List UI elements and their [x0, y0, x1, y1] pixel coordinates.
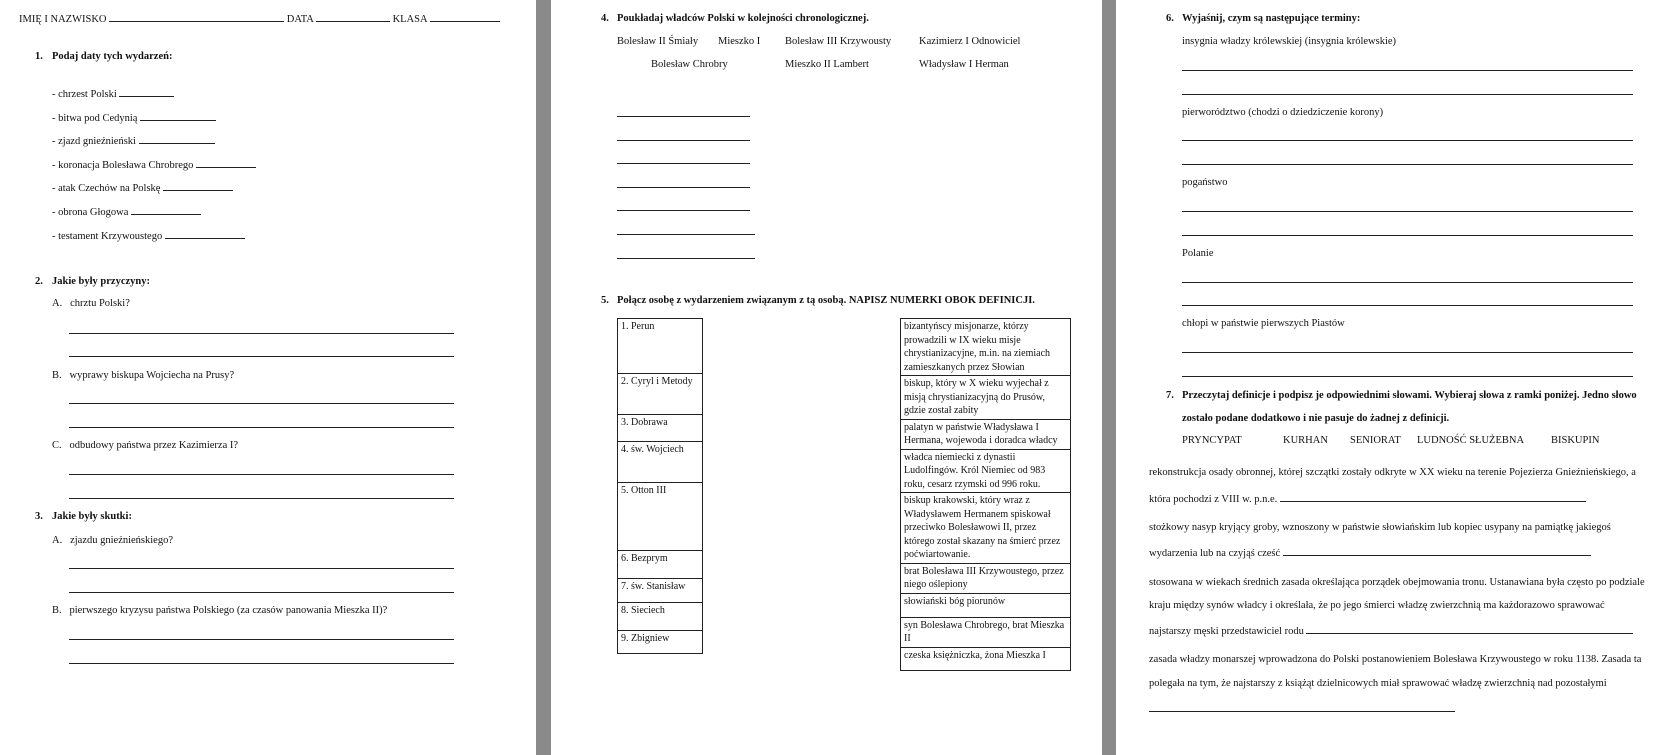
- person-cell: 8. Sieciech: [618, 603, 703, 631]
- answer-line[interactable]: [1182, 282, 1633, 283]
- ruler-name: Mieszko II Lambert: [785, 59, 869, 70]
- answer-line[interactable]: [69, 356, 454, 357]
- definition-cell[interactable]: słowiański bóg piorunów: [901, 593, 1071, 617]
- definition-text: polegała na tym, że najstarszy z książąt dzielnicowych miał sprawować władzę zwierzchnią nad pozostałymi: [1149, 678, 1607, 689]
- ruler-name: Bolesław III Krzywousty: [785, 36, 892, 47]
- order-line[interactable]: [617, 187, 750, 188]
- definition-cell[interactable]: biskup krakowski, który wraz z Władysławem Hermanem spiskował przeciwko Bolesławowi II, przez którego został skazany na śmierć przez poćwiartowanie.: [901, 493, 1071, 564]
- definition-text: która pochodzi z VIII w. p.n.e.: [1149, 492, 1586, 505]
- definitions-column: [900, 318, 1071, 671]
- q1-title: Podaj daty tych wydarzeń:: [52, 51, 173, 62]
- definition-text: stożkowy nasyp kryjący groby, wznoszony w państwie słowiańskim lub kopiec usypany na pamiątkę jakiegoś: [1149, 522, 1611, 533]
- answer-line[interactable]: [69, 474, 454, 475]
- q4-number: 4.: [601, 13, 609, 24]
- q2-sub-a: A. chrztu Polski?: [52, 298, 130, 309]
- definition-cell[interactable]: palatyn w państwie Władysława I Hermana, wojewoda i doradca władcy: [901, 419, 1071, 449]
- person-cell: 4. św. Wojciech: [618, 442, 703, 483]
- q3-number: 3.: [35, 511, 43, 522]
- answer-field[interactable]: [131, 205, 201, 215]
- name-label: IMIĘ I NAZWISKO: [19, 14, 107, 25]
- q4-title: Poukładaj władców Polski w kolejności chronologicznej.: [617, 13, 869, 24]
- q2-title: Jakie były przyczyny:: [52, 276, 150, 287]
- date-label: DATA: [286, 14, 314, 25]
- answer-line[interactable]: [69, 592, 454, 593]
- term-label: pierworództwo (chodzi o dziedziczenie korony): [1182, 107, 1384, 118]
- answer-line[interactable]: [69, 568, 454, 569]
- worksheet-page-3: [1116, 0, 1670, 755]
- word-bank-item: SENIORAT: [1350, 435, 1401, 446]
- answer-field[interactable]: [140, 111, 216, 121]
- term-label: chłopi w państwie pierwszych Piastów: [1182, 318, 1345, 329]
- answer-line[interactable]: [1182, 352, 1633, 353]
- person-cell: 6. Bezprym: [618, 551, 703, 579]
- person-cell: 5. Otton III: [618, 483, 703, 551]
- definition-text: rekonstrukcja osady obronnej, której szczątki zostały odkryte w XX wieku na terenie Pojezierza Gnieźnieńskiego, a: [1149, 467, 1636, 478]
- answer-line[interactable]: [1182, 164, 1633, 165]
- worksheet-page-2: [551, 0, 1102, 755]
- answer-field[interactable]: [139, 134, 215, 144]
- word-bank-item: KURHAN: [1283, 435, 1328, 446]
- person-cell: 1. Perun: [618, 319, 703, 374]
- q1-item: - atak Czechów na Polskę: [52, 181, 233, 194]
- order-line[interactable]: [617, 234, 755, 235]
- q5-title: Połącz osobę z wydarzeniem związanym z tą osobą. NAPISZ NUMERKI OBOK DEFINICJI.: [617, 295, 1035, 306]
- answer-line[interactable]: [69, 403, 454, 404]
- q2-number: 2.: [35, 276, 43, 287]
- ruler-name: Bolesław II Śmiały: [617, 36, 699, 47]
- q6-number: 6.: [1166, 13, 1174, 24]
- q3-title: Jakie były skutki:: [52, 511, 132, 522]
- answer-line[interactable]: [1182, 140, 1633, 141]
- term-label: Polanie: [1182, 248, 1214, 259]
- q7-title: zostało podane dodatkowo i nie pasuje do żadnej z definicji.: [1182, 413, 1450, 424]
- class-label: KLASA: [392, 14, 427, 25]
- definition-text: zasada władzy monarszej wprowadzona do Polski postanowieniem Bolesława Krzywoustego w roku 1138. Zasada ta: [1149, 654, 1642, 665]
- person-cell: 7. św. Stanisław: [618, 579, 703, 603]
- q1-number: 1.: [35, 51, 43, 62]
- definition-cell[interactable]: czeska księżniczka, żona Mieszka I: [901, 647, 1071, 670]
- answer-line[interactable]: [1182, 94, 1633, 95]
- answer-field[interactable]: [165, 229, 245, 239]
- order-line[interactable]: [617, 116, 750, 117]
- answer-field[interactable]: [1306, 624, 1633, 634]
- answer-line[interactable]: [69, 639, 454, 640]
- answer-field[interactable]: [196, 158, 256, 168]
- order-line[interactable]: [617, 258, 755, 259]
- answer-line[interactable]: [1149, 711, 1455, 712]
- worksheet-page-1: [0, 0, 536, 755]
- word-bank-item: PRYNCYPAT: [1182, 435, 1242, 446]
- word-bank-item: LUDNOŚĆ SŁUŻEBNA: [1417, 435, 1525, 446]
- definition-text: kraju między synów władcy i określała, że po jego śmierci władzę zwierzchnią ma każdorazowo sprawować: [1149, 600, 1605, 611]
- order-line[interactable]: [617, 210, 750, 211]
- q1-item: - koronacja Bolesława Chrobrego: [52, 158, 256, 171]
- definition-cell[interactable]: biskup, który w X wieku wyjechał z misją chrystianizacyjną do Prusów, gdzie został zabity: [901, 376, 1071, 420]
- q1-item: - testament Krzywoustego: [52, 229, 245, 242]
- answer-line[interactable]: [1182, 235, 1633, 236]
- q1-item: - zjazd gnieźnieński: [52, 134, 215, 147]
- term-label: pogaństwo: [1182, 177, 1228, 188]
- definition-cell[interactable]: bizantyńscy misjonarze, którzy prowadzili w IX wieku misje chrystianizacyjne, m.in. na ziemiach zamieszkanych przez Słowian: [901, 319, 1071, 376]
- q1-item: - bitwa pod Cedynią: [52, 111, 216, 124]
- ruler-name: Władysław I Herman: [919, 59, 1009, 70]
- answer-field[interactable]: [1283, 546, 1591, 556]
- definition-cell[interactable]: brat Bolesława III Krzywoustego, przez niego oślepiony: [901, 563, 1071, 593]
- person-cell: 9. Zbigniew: [618, 631, 703, 654]
- q3-sub-b: B. pierwszego kryzysu państwa Polskiego (za czasów panowania Mieszka II)?: [52, 605, 388, 616]
- order-line[interactable]: [617, 163, 750, 164]
- word-bank-item: BISKUPIN: [1551, 435, 1600, 446]
- q7-title: Przeczytaj definicje i podpisz je odpowiednimi słowami. Wybieraj słowa z ramki poniżej. Jedno słowo: [1182, 390, 1637, 401]
- person-cell: 3. Dobrawa: [618, 415, 703, 442]
- q2-sub-b: B. wyprawy biskupa Wojciecha na Prusy?: [52, 370, 235, 381]
- answer-field[interactable]: [1280, 492, 1586, 502]
- definition-text: stosowana w wiekach średnich zasada określająca porządek obejmowania tronu. Ustanawiana była często po podziale: [1149, 577, 1645, 588]
- ruler-name: Mieszko I: [718, 36, 761, 47]
- q6-title: Wyjaśnij, czym są następujące terminy:: [1182, 13, 1361, 24]
- q3-sub-a: A. zjazdu gnieźnieńskiego?: [52, 535, 174, 546]
- q5-number: 5.: [601, 295, 609, 306]
- ruler-name: Bolesław Chrobry: [651, 59, 728, 70]
- header-row: [19, 12, 500, 25]
- answer-line[interactable]: [69, 498, 454, 499]
- q2-sub-c: C. odbudowy państwa przez Kazimierza I?: [52, 440, 239, 451]
- answer-field[interactable]: [163, 181, 233, 191]
- answer-line[interactable]: [1182, 211, 1633, 212]
- people-column: [617, 318, 703, 654]
- order-line[interactable]: [617, 140, 750, 141]
- definition-cell[interactable]: syn Bolesława Chrobrego, brat Mieszka II: [901, 617, 1071, 647]
- answer-line[interactable]: [69, 427, 454, 428]
- q1-item: - chrzest Polski: [52, 87, 174, 100]
- answer-line[interactable]: [69, 663, 454, 664]
- answer-line[interactable]: [69, 333, 454, 334]
- answer-line[interactable]: [1182, 376, 1633, 377]
- name-field[interactable]: [109, 12, 284, 22]
- class-field[interactable]: [430, 12, 500, 22]
- person-cell: 2. Cyryl i Metody: [618, 374, 703, 415]
- q7-number: 7.: [1166, 390, 1174, 401]
- answer-field[interactable]: [119, 87, 174, 97]
- answer-line[interactable]: [1182, 305, 1633, 306]
- definition-text: najstarszy męski przedstawiciel rodu: [1149, 624, 1633, 637]
- q1-item: - obrona Głogowa: [52, 205, 201, 218]
- date-field[interactable]: [316, 12, 390, 22]
- definition-cell[interactable]: władca niemiecki z dynastii Ludolfingów. Król Niemiec od 983 roku, cesarz rzymski od 996 roku.: [901, 449, 1071, 493]
- answer-line[interactable]: [1182, 70, 1633, 71]
- definition-text: wydarzenia lub na czyjąś cześć: [1149, 546, 1591, 559]
- term-label: insygnia władzy królewskiej (insygnia królewskie): [1182, 36, 1397, 47]
- ruler-name: Kazimierz I Odnowiciel: [919, 36, 1021, 47]
